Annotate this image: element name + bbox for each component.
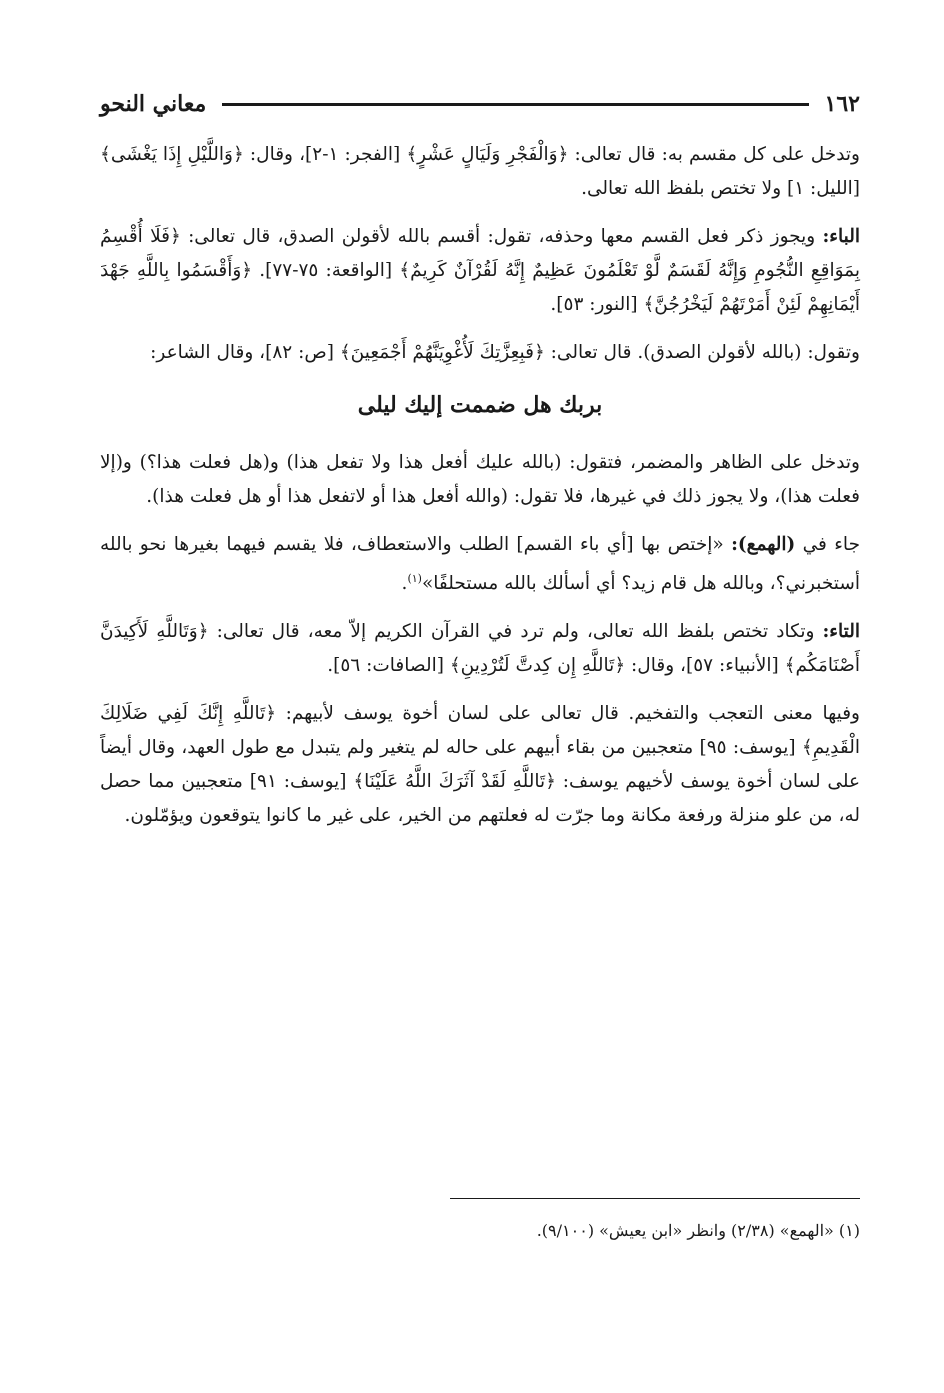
paragraph-taajjub xyxy=(100,697,860,833)
paragraph-text: . xyxy=(401,573,408,595)
paragraph-text: وتقول: (بالله لأقولن الصدق). قال تعالى: ﴿فَبِعِزَّتِكَ لَأُغْوِيَنَّهُمْ أَجْمَعِينَ﴾ [ص: ٨٢]، وقال الشاعر: xyxy=(150,342,860,363)
book-title: معاني النحو xyxy=(100,91,207,117)
paragraph-text: «إختص بها [أي باء القسم] الطلب والاستعطاف، فلا يقسم فيهما بغيرها نحو بالله أستخبرني؟، وبالله هل قام زيد؟ أي أسألك بالله مستحلفًا» xyxy=(100,534,860,595)
page-number: ١٦٢ xyxy=(824,91,860,117)
paragraph-zahir-mudmar xyxy=(100,446,860,514)
paragraph-hama-quote xyxy=(100,528,860,601)
paragraph-text: ويجوز ذكر فعل القسم معها وحذفه، تقول: أقسم بالله لأقولن الصدق، قال تعالى: ﴿فَلَا أُقْسِمُ بِمَوَاقِعِ النُّجُومِ وَإِنَّهُ لَقَسَمٌ لَّوْ تَعْلَمُونَ عَظِيمٌ إِنَّهُ لَقُرْآنٌ كَرِيمٌ﴾ [الواقعة: ٧٥-٧٧]. ﴿وَأَقْسَمُوا بِاللَّهِ جَهْدَ أَيْمَانِهِمْ لَئِنْ أَمَرْتَهُمْ لَيَخْرُجُنَّ﴾ [النور: ٥٣]. xyxy=(100,226,860,315)
poetry-verse: بربك هل ضممت إليك ليلى xyxy=(357,392,603,418)
book-page xyxy=(100,80,860,847)
footnote: (١) «الهمع» (٢/٣٨) وانظر «ابن يعيش» (٩/١٠٠). xyxy=(536,1221,860,1240)
paragraph-baa xyxy=(100,220,860,322)
paragraph-text: وفيها معنى التعجب والتفخيم. قال تعالى على لسان أخوة يوسف لأبيهم: ﴿تَاللَّهِ إِنَّكَ لَفِي ضَلَالِكَ الْقَدِيمِ﴾ [يوسف: ٩٥] متعجبين من بقاء أبيهم على حاله لم يتغير ولم يتبدل مع طول العهد، وقال أيضاً على لسان أخوة يوسف لأخيهم يوسف: ﴿تَاللَّهِ لَقَدْ آثَرَكَ اللَّهُ عَلَيْنَا﴾ [يوسف: ٩١] متعجبين مما حصل له، من علو منزلة ورفعة مكانة وما جرّت له فعلتهم من الخير، على غير ما كانوا يتوقعون ويؤمّلون. xyxy=(100,703,861,827)
source-term-hama: (الهمع): xyxy=(731,534,796,555)
page-header xyxy=(100,80,860,128)
paragraph-text: جاء في xyxy=(795,534,861,555)
footnote-divider xyxy=(450,1198,860,1199)
paragraph-muqsam-bihi xyxy=(100,138,860,206)
footnote-marker: (١) xyxy=(407,572,422,585)
header-rule xyxy=(222,103,808,106)
section-term-baa: الباء: xyxy=(822,226,860,247)
paragraph-text: وتدخل على كل مقسم به: قال تعالى: ﴿وَالْفَجْرِ وَلَيَالٍ عَشْرٍ﴾ [الفجر: ١-٢]، وقال: ﴿وَاللَّيْلِ إِذَا يَغْشَى﴾ [الليل: ١] ولا تختص بلفظ الله تعالى. xyxy=(100,144,860,199)
paragraph-text: وتكاد تختص بلفظ الله تعالى، ولم ترد في القرآن الكريم إلاّ معه، قال تعالى: ﴿وَتَاللَّهِ لَأَكِيدَنَّ أَصْنَامَكُم﴾ [الأنبياء: ٥٧]، وقال: ﴿تَاللَّهِ إِن كِدتَّ لَتُرْدِينِ﴾ [الصافات: ٥٦]. xyxy=(100,621,860,677)
section-term-taa: التاء: xyxy=(822,621,860,643)
paragraph-text: وتدخل على الظاهر والمضمر، فتقول: (بالله عليك أفعل هذا ولا تفعل هذا) و(هل فعلت هذا؟) و(إلا فعلت هذا)، ولا يجوز ذلك في غيرها، فلا تقول: (والله أفعل هذا أو لاتفعل هذا أو هل فعلت هذا). xyxy=(100,452,860,507)
paragraph-example xyxy=(100,336,860,370)
paragraph-taa xyxy=(100,615,860,683)
